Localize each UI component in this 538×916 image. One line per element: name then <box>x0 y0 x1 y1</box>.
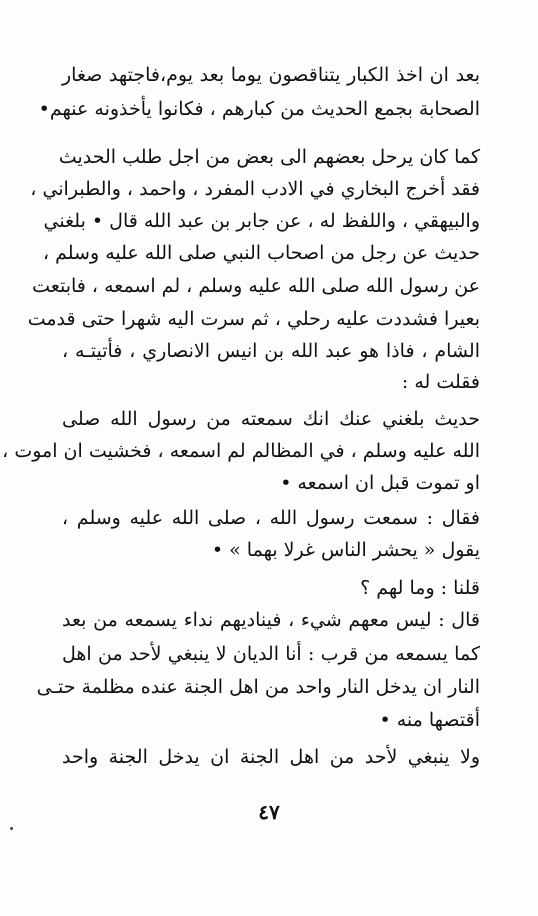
text-line: بعد ان اخذ الكبار يتناقصون يوما بعد يوم،فاجتهد صغار <box>62 64 480 86</box>
text-line: كما يسمعه من قرب : أنا الديان لا ينبغي لأحد من اهل <box>62 643 480 665</box>
text-line: كما كان يرحل بعضهم الى بعض من اجل طلب الحديث <box>58 146 480 168</box>
text-line: قال : ليس معهم شيء ، فيناديهم نداء يسمعه من بعد <box>62 609 480 631</box>
text-line: فقال : سمعت رسول الله ، صلى الله عليه وسلم ، <box>62 507 480 529</box>
text-line: بعيرا فشددت عليه رحلي ، ثم سرت اليه شهرا حتى قدمت <box>27 308 480 330</box>
scan-speck <box>10 827 13 830</box>
text-line: أقتصها منه • <box>379 709 480 731</box>
text-line: حديث بلغني عنك انك سمعته من رسول الله صلى <box>62 408 480 430</box>
text-line: النار ان يدخل النار واحد من اهل الجنة عنده مظلمة حتـى <box>36 676 480 698</box>
text-line: الله عليه وسلم ، في المظالم لم اسمعه ، فخشيت ان اموت ، <box>2 440 480 462</box>
text-line: فقد أخرج البخاري في الادب المفرد ، واحمد ، والطبراني ، <box>30 178 480 200</box>
text-line: حديث عن رجل من اصحاب النبي صلى الله عليه وسلم ، <box>42 242 480 264</box>
page-number: ٤٧ <box>258 800 280 824</box>
text-line: يقول « يحشر الناس غرلا بهما » • <box>211 539 480 561</box>
text-line: عن رسول الله صلى الله عليه وسلم ، لم اسمعه ، فابتعت <box>32 275 480 297</box>
text-line: الشام ، فاذا هو عبد الله بن انيس الانصاري ، فأتيتـه ، <box>62 340 480 362</box>
text-line: الصحابة بجمع الحديث من كبارهم ، فكانوا يأخذونه عنهم• <box>38 98 480 120</box>
text-line: او تموت قبل ان اسمعه • <box>280 472 480 494</box>
text-line: والبيهقي ، واللفظ له ، عن جابر بن عبد الله قال • بلغني <box>43 210 480 232</box>
text-line: ولا ينبغي لأحد من اهل الجنة ان يدخل الجنة واحد <box>62 746 480 768</box>
text-line: قلنا : وما لهم ؟ <box>360 577 480 599</box>
text-line: فقلت له : <box>401 371 480 393</box>
